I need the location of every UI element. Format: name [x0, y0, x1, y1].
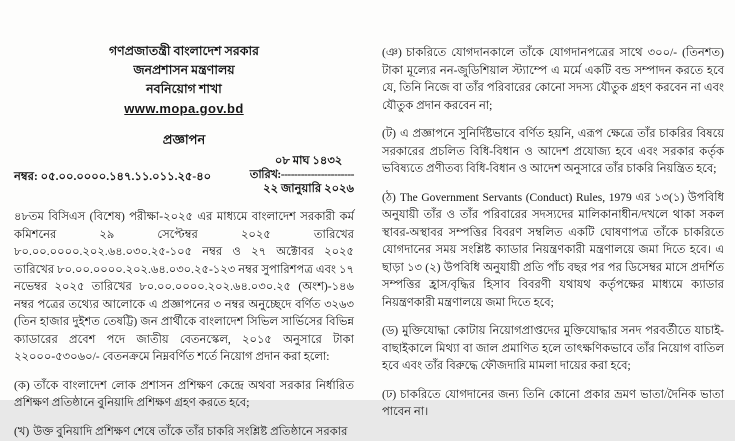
clause-text: উক্ত বুনিয়াদি প্রশিক্ষণ শেষে তাঁকে তাঁর চাকরি সংশ্লিষ্ট প্রতিষ্ঠানে সরকার	[33, 426, 347, 438]
clause-item-kha	[14, 424, 354, 441]
memo-meta-row	[14, 154, 354, 196]
left-column	[14, 0, 354, 441]
branch-name: নবনিয়োগ শাখা	[14, 80, 354, 99]
letterhead	[14, 42, 354, 119]
clause-text: চাকরিতে যোগদানকালে তাঁকে যোগদানপত্রের সাথে ৩০০/- (তিনশত) টাকা মূল্যের নন-জুডিশিয়াল স্ট্যাম্পে এ মর্মে একটি বন্ড সম্পাদন করতে হবে যে, তিনি নিজে বা তাঁর পরিবারের কোনো সদস্য যৌতুক গ্রহণ করবেন না এবং যৌতুক প্রদান করবেন না;	[382, 47, 724, 112]
memo-number: ০৫.০০.০০০০.১৪৭.১১.০১১.২৫-৪০	[41, 171, 212, 183]
clause-text: এ প্রজ্ঞাপনে সুনির্দিষ্টভাবে বর্ণিত হয়নি, এরূপ ক্ষেত্রে তাঁর চাকরির বিষয়ে সরকারের প্রচলিত বিধি-বিধান ও আদেশ প্রযোজ্য হবে এবং সরকার কর্তৃক ভবিষ্যতে প্রণীতব্য বিধি-বিধান ও আদেশ অনুসারে তাঁর চাকরি নিয়ন্ত্রিত হবে;	[382, 128, 724, 175]
clause-label: (ট)	[382, 128, 400, 140]
government-name: গণপ্রজাতন্ত্রী বাংলাদেশ সরকার	[14, 42, 354, 61]
website-link[interactable]: www.mopa.gov.bd	[124, 99, 243, 118]
clause-item-ka	[14, 378, 354, 413]
memo-number-line	[14, 154, 211, 184]
clause-item-ta	[382, 126, 724, 179]
clause-label: (খ)	[14, 426, 33, 438]
clause-label: (ক)	[14, 380, 34, 392]
clause-item-da	[382, 323, 724, 376]
right-column	[382, 0, 724, 422]
clause-label: (ড)	[382, 325, 402, 337]
clause-label: (ঢ)	[382, 389, 400, 401]
notification-title: প্রজ্ঞাপন	[14, 131, 354, 152]
date-line	[229, 168, 354, 182]
clause-item-nya	[382, 45, 724, 115]
date-block	[229, 154, 354, 196]
clause-text: The Government Servants (Conduct) Rules, 1979 এর ১৩(১) উপবিধি অনুযায়ী তাঁর ও তাঁর পরিবারের সদস্যদের মালিকানাধীন/দখলে থাকা সকল স্থাবর-অস্থাবর সম্পত্তির বিবরণ সম্বলিত একটি ঘোষণাপত্র তাঁকে চাকরিতে যোগদানের সময় সংশ্লিষ্ট ক্যাডার নিয়ন্ত্রণকারী মন্ত্রণালয়ে জমা দিতে হবে। এ ছাড়া ১৩ (২) উপবিধি অনুযায়ী প্রতি পাঁচ বছর পর পর ডিসেম্বর মাসে প্রদর্শিত সম্পত্তির হ্রাস/বৃদ্ধির হিসাব বিবরণী যথাযথ কর্তৃপক্ষের মাধ্যমে ক্যাডার নিয়ন্ত্রণকারী মন্ত্রণালয়ে জমা দিতে হবে;	[382, 192, 724, 309]
date-gregorian: ২২ জানুয়ারি ২০২৬	[229, 182, 354, 196]
date-dashes: ----------------------	[281, 169, 354, 181]
clause-item-dha	[382, 387, 724, 422]
memo-label: নম্বর:	[14, 171, 38, 183]
clause-label: (ঠ)	[382, 192, 400, 204]
ministry-name: জনপ্রশাসন মন্ত্রণালয়	[14, 61, 354, 80]
website-row	[14, 99, 354, 119]
intro-paragraph: ৪৮তম বিসিএস (বিশেষ) পরীক্ষা-২০২৫ এর মাধ্যমে বাংলাদেশ সরকারী কর্ম কমিশনের ২৯ সেপ্টেম্বর ২০২৫ তারিখের ৮০.০০.০০০০.২০২.৬৪.০৩০.২৫-১০৫ নম্বর ও ২৭ অক্টোবর ২০২৫ তারিখের ৮০.০০.০০০০.২০২.৬৪.০৩০.২৫-১২৩ নম্বর সুপারিশপত্র এবং ১৭ নভেম্বর ২০২৫ তারিখের ৮০.০০.০০০০.২০২.৬৪.০৩০.২৫ (অংশ)-১৪৬ নম্বর পত্রের তথ্যের আলোকে এ প্রজ্ঞাপনের ৩ নম্বর অনুচ্ছেদে বর্ণিত ৩২৬৩ (তিন হাজার দুইশত তেষট্টি) জন প্রার্থীকে বাংলাদেশ সিভিল সার্ভিসের বিভিন্ন ক্যাডারের প্রবেশ পদে জাতীয় বেতনস্কেল, ২০১৫ অনুসারে টাকা ২২০০০-৫৩০৬০/- বেতনক্রমে নিম্নবর্ণিত শর্তে নিয়োগ প্রদান করা হলো:	[14, 209, 354, 367]
date-label: তারিখ:	[250, 169, 281, 181]
date-bangla: ০৮ মাঘ ১৪৩২	[229, 154, 354, 168]
clause-item-tha	[382, 190, 724, 313]
clause-text: চাকরিতে যোগদানের জন্য তিনি কোনো প্রকার ভ্রমণ ভাতা/দৈনিক ভাতা পাবেন না।	[382, 389, 724, 419]
clause-label: (ঞ)	[382, 47, 406, 59]
clause-text: তাঁকে বাংলাদেশ লোক প্রশাসন প্রশিক্ষণ কেন্দ্রে অথবা সরকার নির্ধারিত প্রশিক্ষণ প্রতিষ্ঠানে বুনিয়াদি প্রশিক্ষণ গ্রহণ করতে হবে;	[14, 380, 354, 410]
clause-text: মুক্তিযোদ্ধা কোটায় নিয়োগপ্রাপ্তদের মুক্তিযোদ্ধার সনদ পরবর্তীতে যাচাই-বাছাইকালে মিথ্যা বা জাল প্রমাণিত হলে তাৎক্ষণিকভাবে তাঁর নিয়োগ বাতিল হবে এবং তাঁর বিরুদ্ধে ফৌজদারি মামলা দায়ের করা হবে;	[382, 325, 724, 372]
